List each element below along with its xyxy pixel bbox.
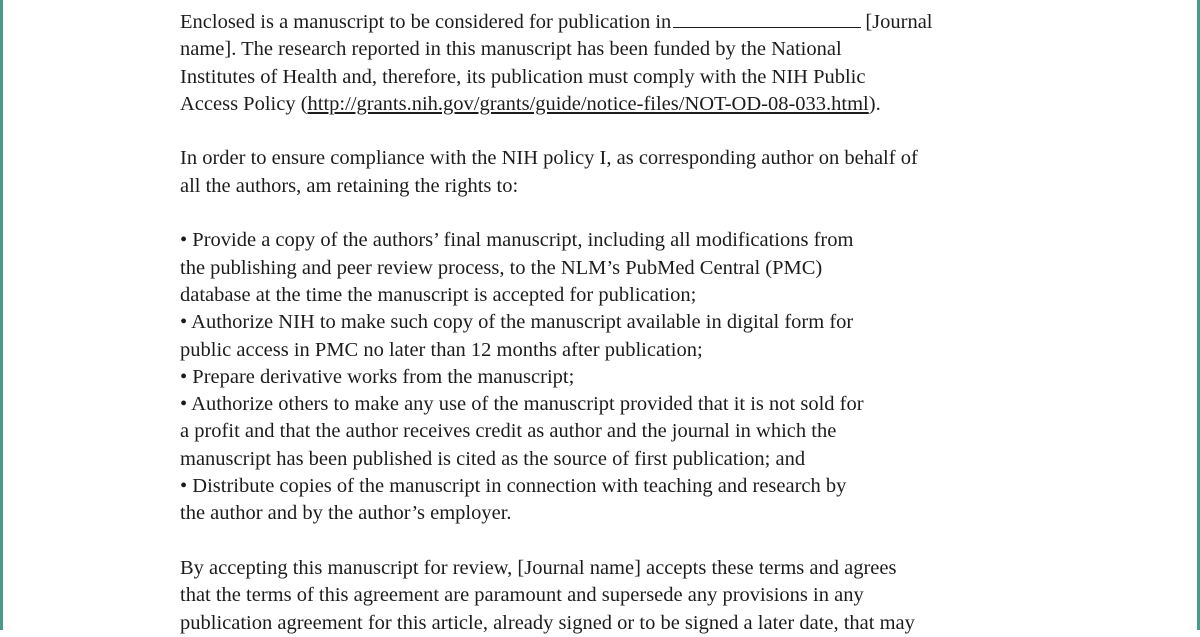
paragraph1-line3: Institutes of Health and, therefore, its publication must comply with the NIH Public	[180, 65, 866, 88]
paragraph1-line1-tail: [Journal	[865, 11, 933, 33]
paragraph3-line: that the terms of this agreement are paramount and supersede any provisions in any	[180, 584, 864, 607]
paragraph3-line: By accepting this manuscript for review, [Journal name] accepts these terms and agrees	[180, 556, 897, 579]
paragraph-spacer	[180, 200, 1060, 227]
paragraph-spacer	[180, 528, 1060, 555]
bullet-line: • Authorize NIH to make such copy of the manuscript available in digital form for	[180, 311, 854, 334]
paragraph3-line: publication agreement for this article, already signed or to be signed a later date, that may	[180, 611, 915, 634]
paragraph2-line: In order to ensure compliance with the NIH policy I, as corresponding author on behalf of	[180, 147, 918, 170]
bullet-line: public access in PMC no later than 12 months after publication;	[180, 338, 703, 361]
bullet-line: a profit and that the author receives credit as author and the journal in which the	[180, 420, 837, 443]
paragraph1-line1	[180, 9, 1060, 36]
bullet-line: manuscript has been published is cited as the source of first publication; and	[180, 447, 806, 470]
paragraph2-line: all the authors, am retaining the rights to:	[180, 174, 519, 197]
bullet-line: • Prepare derivative works from the manuscript;	[180, 365, 575, 388]
paragraph-spacer	[180, 118, 1060, 145]
bullet-line: • Provide a copy of the authors’ final manuscript, including all modifications from	[180, 229, 854, 252]
nih-policy-link[interactable]: http://grants.nih.gov/grants/guide/notice-files/NOT-OD-08-033.html	[307, 92, 869, 115]
bullet-line: • Distribute copies of the manuscript in connection with teaching and research by	[180, 475, 847, 498]
bullet-line: database at the time the manuscript is accepted for publication;	[180, 283, 697, 306]
bullet-line: the author and by the author’s employer.	[180, 502, 512, 525]
paragraph1-line4	[180, 91, 1060, 118]
bullet-line: the publishing and peer review process, to the NLM’s PubMed Central (PMC)	[180, 256, 823, 279]
document-body	[180, 9, 1060, 637]
paragraph1-line4-suffix: ).	[868, 92, 881, 115]
journal-name-blank	[673, 9, 861, 28]
paragraph1-line2: name]. The research reported in this manuscript has been funded by the National	[180, 38, 842, 61]
bullet-line: • Authorize others to make any use of the manuscript provided that it is not sold for	[180, 393, 864, 416]
paragraph1-line1-text: Enclosed is a manuscript to be considered for publication in	[180, 11, 672, 33]
paragraph1-line4-prefix: Access Policy (	[180, 92, 308, 115]
